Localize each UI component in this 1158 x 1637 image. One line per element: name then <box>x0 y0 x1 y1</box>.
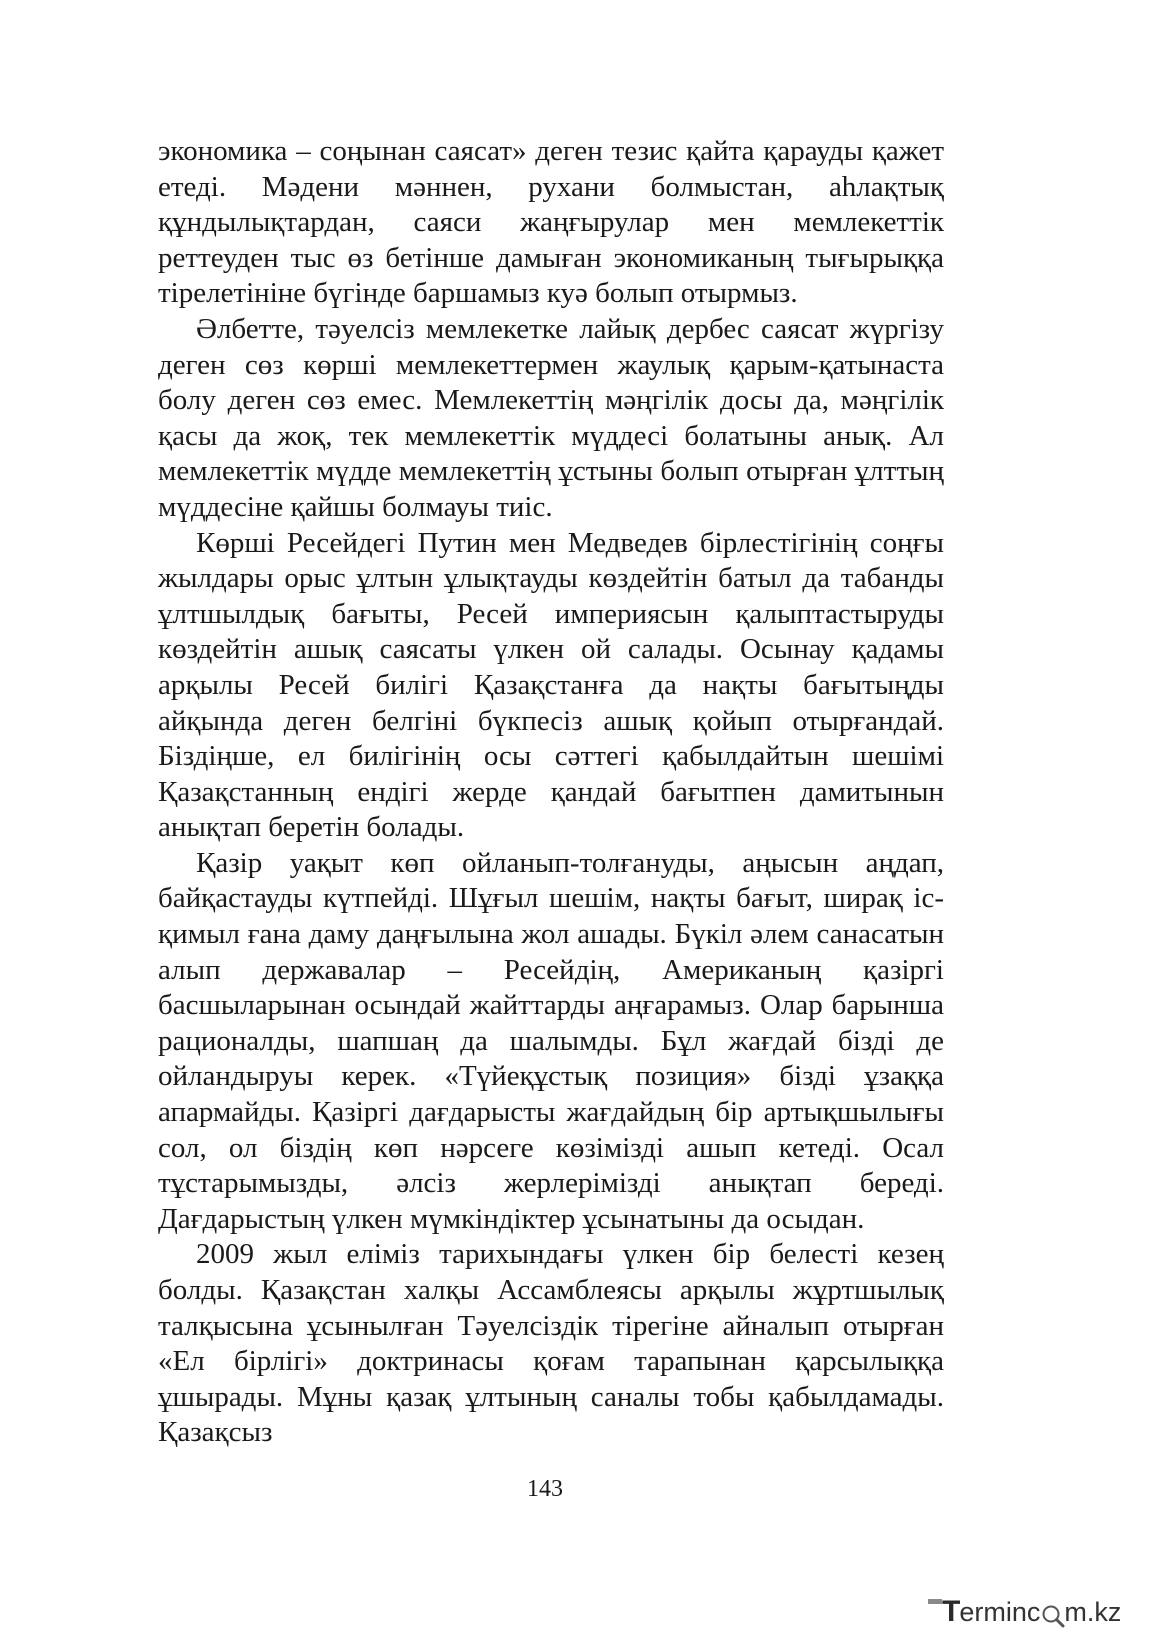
watermark-letter-t: T <box>942 1595 960 1628</box>
page-number: 143 <box>527 1476 563 1502</box>
page-body <box>158 134 944 1451</box>
paragraph-3: Көрші Ресейдегі Путин мен Медведев бірлестігінің соңғы жылдары орыс ұлтын ұлықтауды көздейтін батыл да табанды ұлтшылдық бағыты, Ресей империясын қалыптастыруды көздейтін ашық саясаты үлкен ой салады. Осынау қадамы арқылы Ресей билігі Қазақстанға да нақты бағытыңды айқында деген белгіні бүкпесіз ашық қойып отырғандай. Біздіңше, ел билігінің осы сәттегі қабылдайтын шешімі Қазақстанның ендігі жерде қандай бағытпен дамитынын анықтап беретін болады. <box>158 526 944 844</box>
paragraph-4: Қазір уақыт көп ойланып-толғануды, аңысын аңдап, байқастауды күтпейді. Шұғыл шешім, нақты бағыт, ширақ іс-қимыл ғана даму даңғылына жол ашады. Бүкіл әлем санасатын алып державалар – Ресейдің, Американың қазіргі басшыларынан осындай жайттарды аңғарамыз. Олар барынша рационалды, шапшаң да шалымды. Бұл жағдай бізді де ойландыруы керек. «Түйеқұстық позиция» бізді ұзаққа апармайды. Қазіргі дағдарысты жағдайдың бір артықшылығы сол, ол біздің көп нәрсеге көзімізді ашып кетеді. Осал тұстарымызды, әлсіз жерлерімізді анықтап береді. Дағдарыстың үлкен мүмкіндіктер ұсынатыны да осыдан. <box>158 846 944 1235</box>
watermark-text-middle: erminc <box>959 1596 1041 1627</box>
paragraph-1: экономика – соңынан саясат» деген тезис қайта қарауды қажет етеді. Мәдени мәннен, рухани болмыстан, аһлақтық құндылықтардан, саяси жаңғырулар мен мемлекеттік реттеуден тыс өз бетінше дамыған экономиканың тығырыққа тірелетініне бүгінде баршамыз куә болып отырмыз. <box>158 135 944 310</box>
termincom-watermark-logo <box>942 1592 1142 1632</box>
watermark-text-end: m.kz <box>1064 1596 1122 1627</box>
paragraph-2: Әлбетте, тәуелсіз мемлекетке лайық дербес саясат жүргізу деген сөз көрші мемлекеттермен жаулық қарым-қатынаста болу деген сөз емес. Мемлекеттің мәңгілік досы да, мәңгілік қасы да жоқ, тек мемлекеттік мүддесі болатыны анық. Ал мемлекеттік мүдде мемлекеттің ұстыны болып отырған ұлттың мүддесіне қайшы болмауы тиіс. <box>158 312 944 523</box>
magnifier-icon <box>1041 1601 1063 1623</box>
paragraph-5: 2009 жыл еліміз тарихындағы үлкен бір белесті кезең болды. Қазақстан халқы Ассамблеясы арқылы жұртшылық талқысына ұсынылған Тәуелсіздік тірегіне айналып отырған «Ел бірлігі» доктринасы қоғам тарапынан қарсылыққа ұшырады. Мұны қазақ ұлтының саналы тобы қабылдамады. Қазақсыз <box>158 1238 944 1449</box>
